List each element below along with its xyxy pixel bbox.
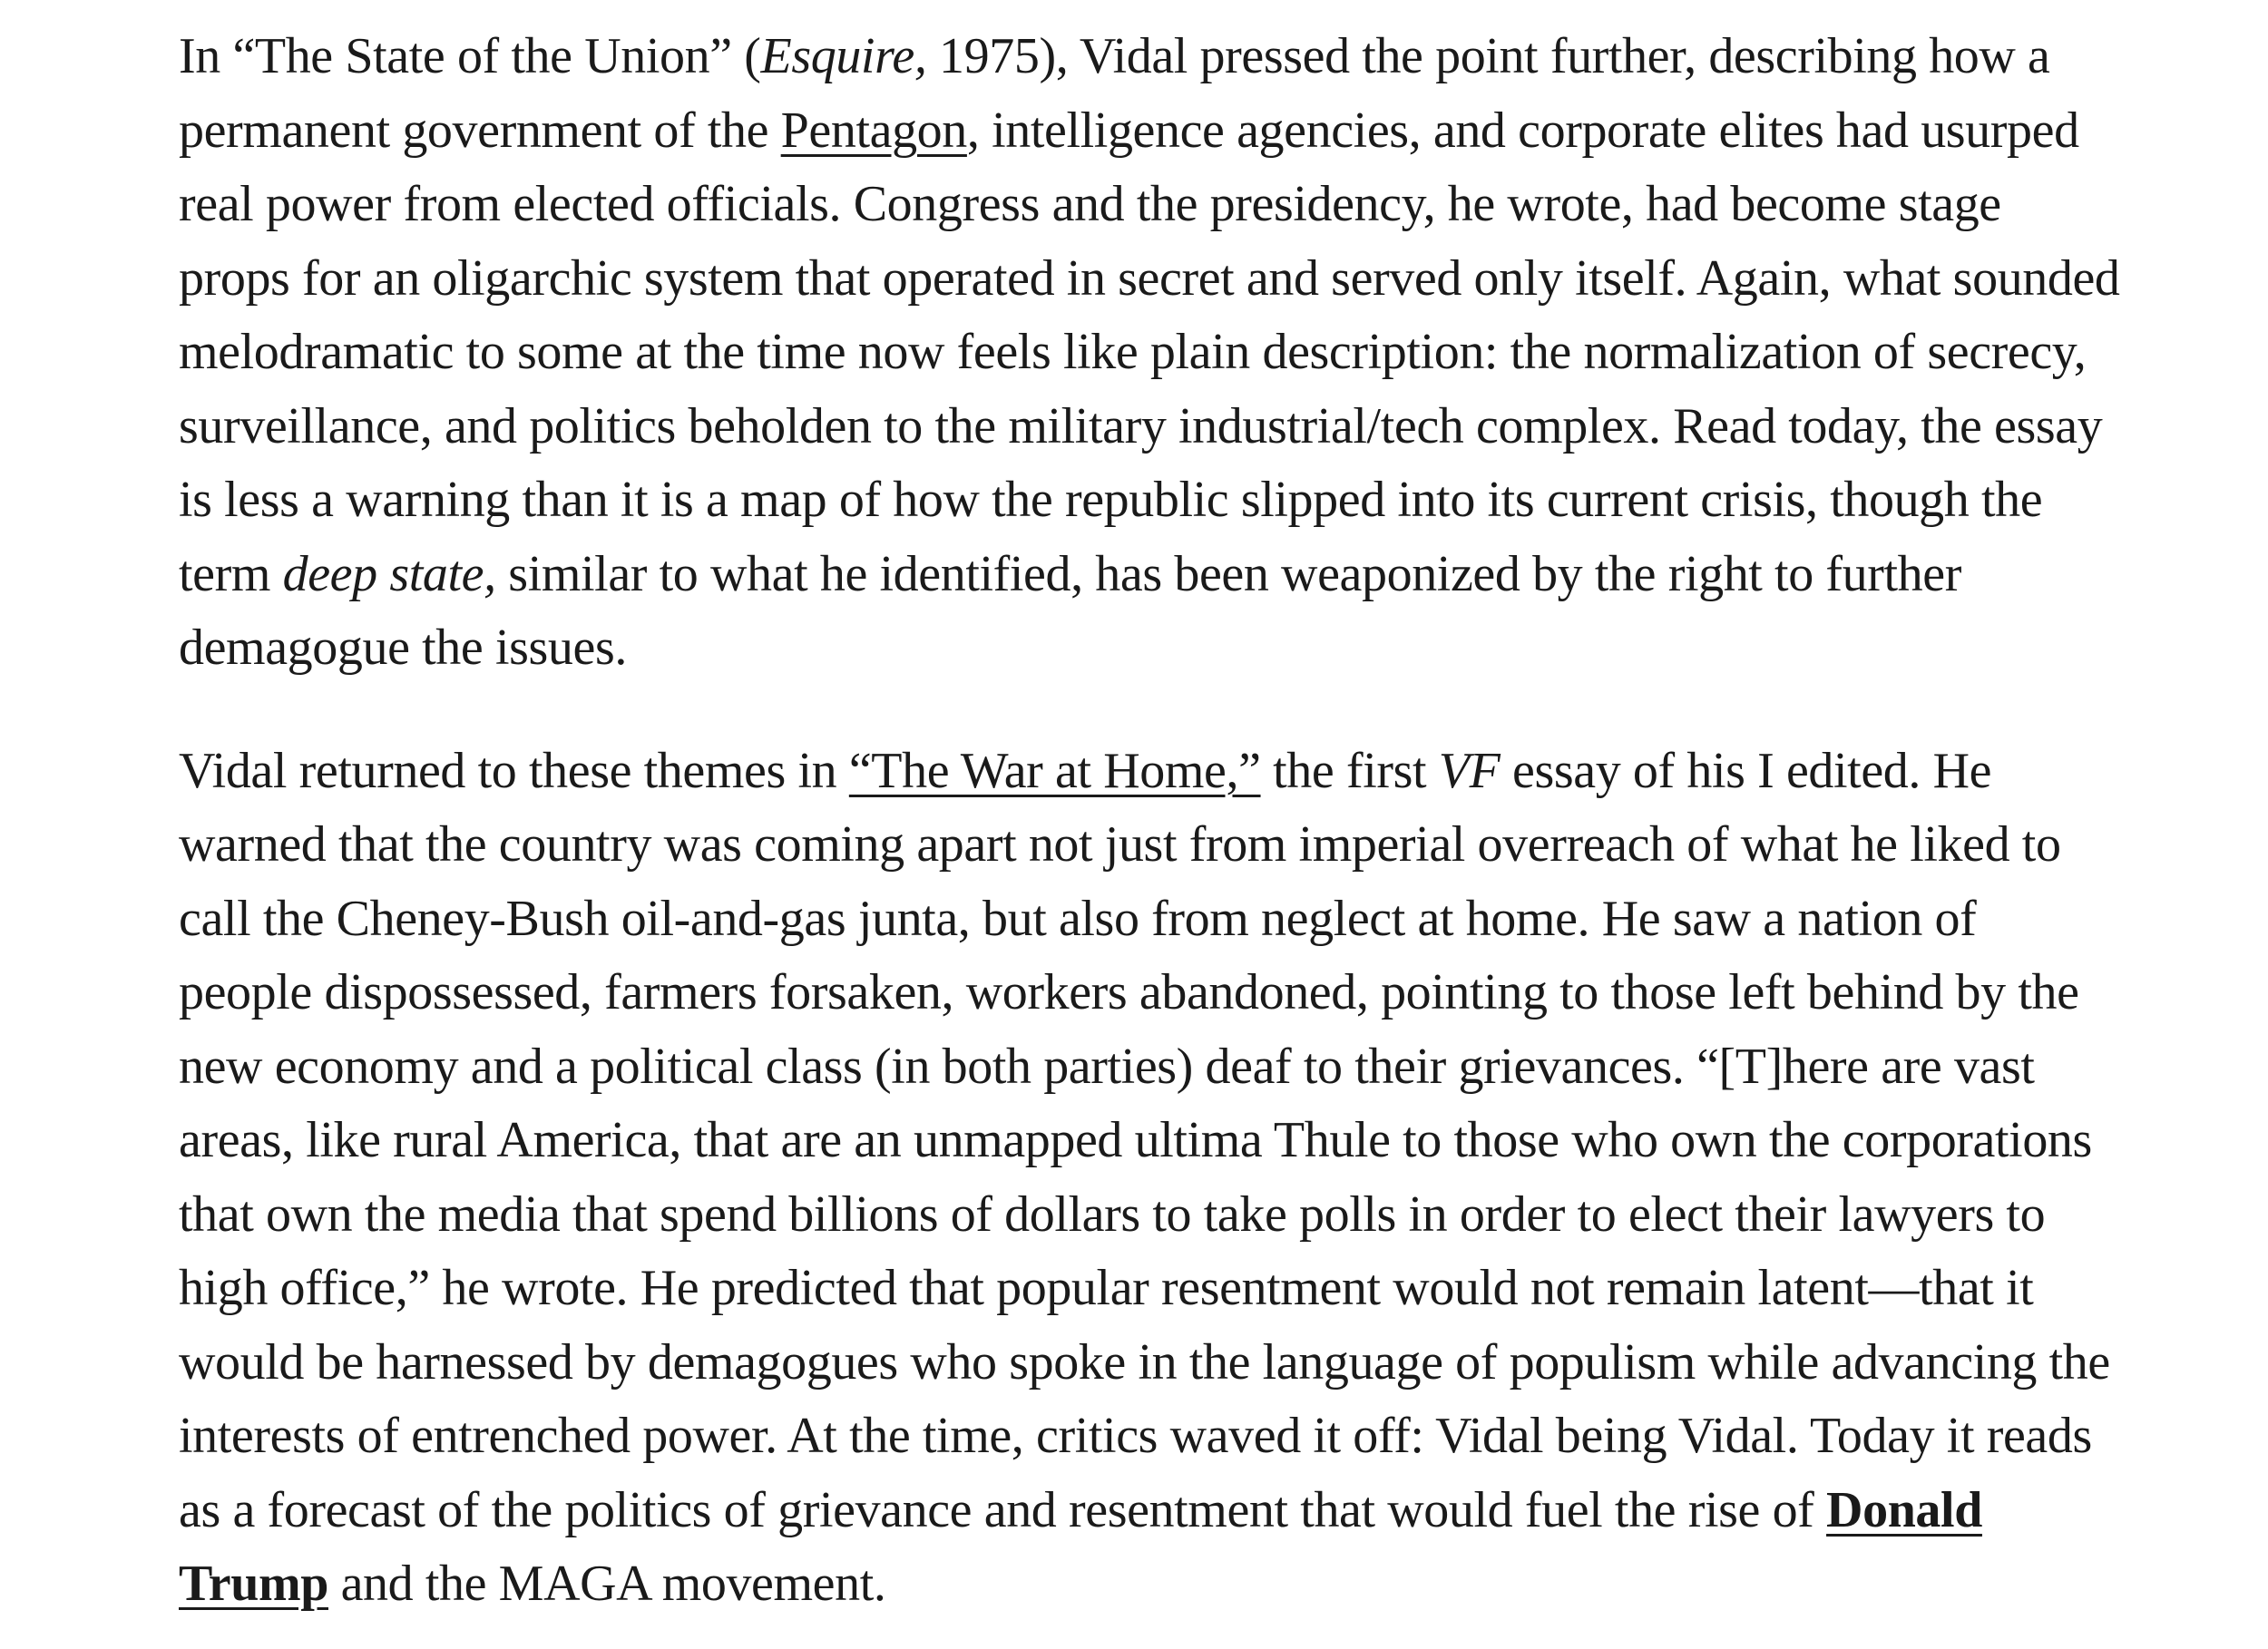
link-pentagon[interactable]: Pentagon [780,102,967,159]
term-deep-state: deep state, [282,545,496,602]
text-segment: Vidal returned to these themes in [179,742,849,799]
text-segment: essay of his I edited. He warned that the country was coming apart not just from imperial overreach of what he liked to call the Cheney-Bush oil-and-gas junta, but also from neglect at home. He saw a nation of people dispossessed, farmers forsaken, workers abandoned, pointing to those left behind by the new economy and a political class (in both parties) deaf to their grievances. “[T]here are vast areas, like rural America, that are an unmapped ultima Thule to those who own the corporations that own the media that spend billions of dollars to take polls in order to elect their lawyers to high office,” he wrote. He predicted that popular resentment would not remain latent—that it would be harnessed by demagogues who spoke in the language of populism while advancing the interests of entrenched power. At the time, critics waved it off: Vidal being Vidal. Today it reads as a forecast of the politics of grievance and resentment that would fuel the rise of [179,742,2110,1538]
article-body [179,20,2120,1622]
text-segment: and the MAGA movement. [328,1556,886,1612]
text-segment: 1975), Vidal pressed the point further, describing how a permanent government of the [179,28,2050,159]
publication-title-vf: VF [1438,742,1501,799]
text-segment: In “The State of the Union” ( [179,28,761,84]
link-the-war-at-home[interactable]: “The War at Home,” [848,742,1261,799]
link-donald-trump[interactable]: Donald Trump [179,1481,1982,1612]
paragraph-state-of-the-union [179,20,2120,686]
paragraph-war-at-home [179,735,2120,1622]
text-segment: , intelligence agencies, and corporate elites had usurped real power from elected officials. Congress and the presidency, he wrote, had become stage props for an oligarchic system that operated in secret and served only itself. Again, what sounded melodramatic to some at the time now feels like plain description: the normalization of secrecy, surveillance, and politics beholden to the military industrial/tech complex. Read today, the essay is less a warning than it is a map of how the republic slipped into its current crisis, though the term [179,102,2120,602]
text-segment: similar to what he identified, has been weaponized by the right to further demagogue the issues. [179,545,1961,676]
text-segment: the first [1260,742,1439,799]
publication-title-esquire: Esquire, [760,28,927,84]
